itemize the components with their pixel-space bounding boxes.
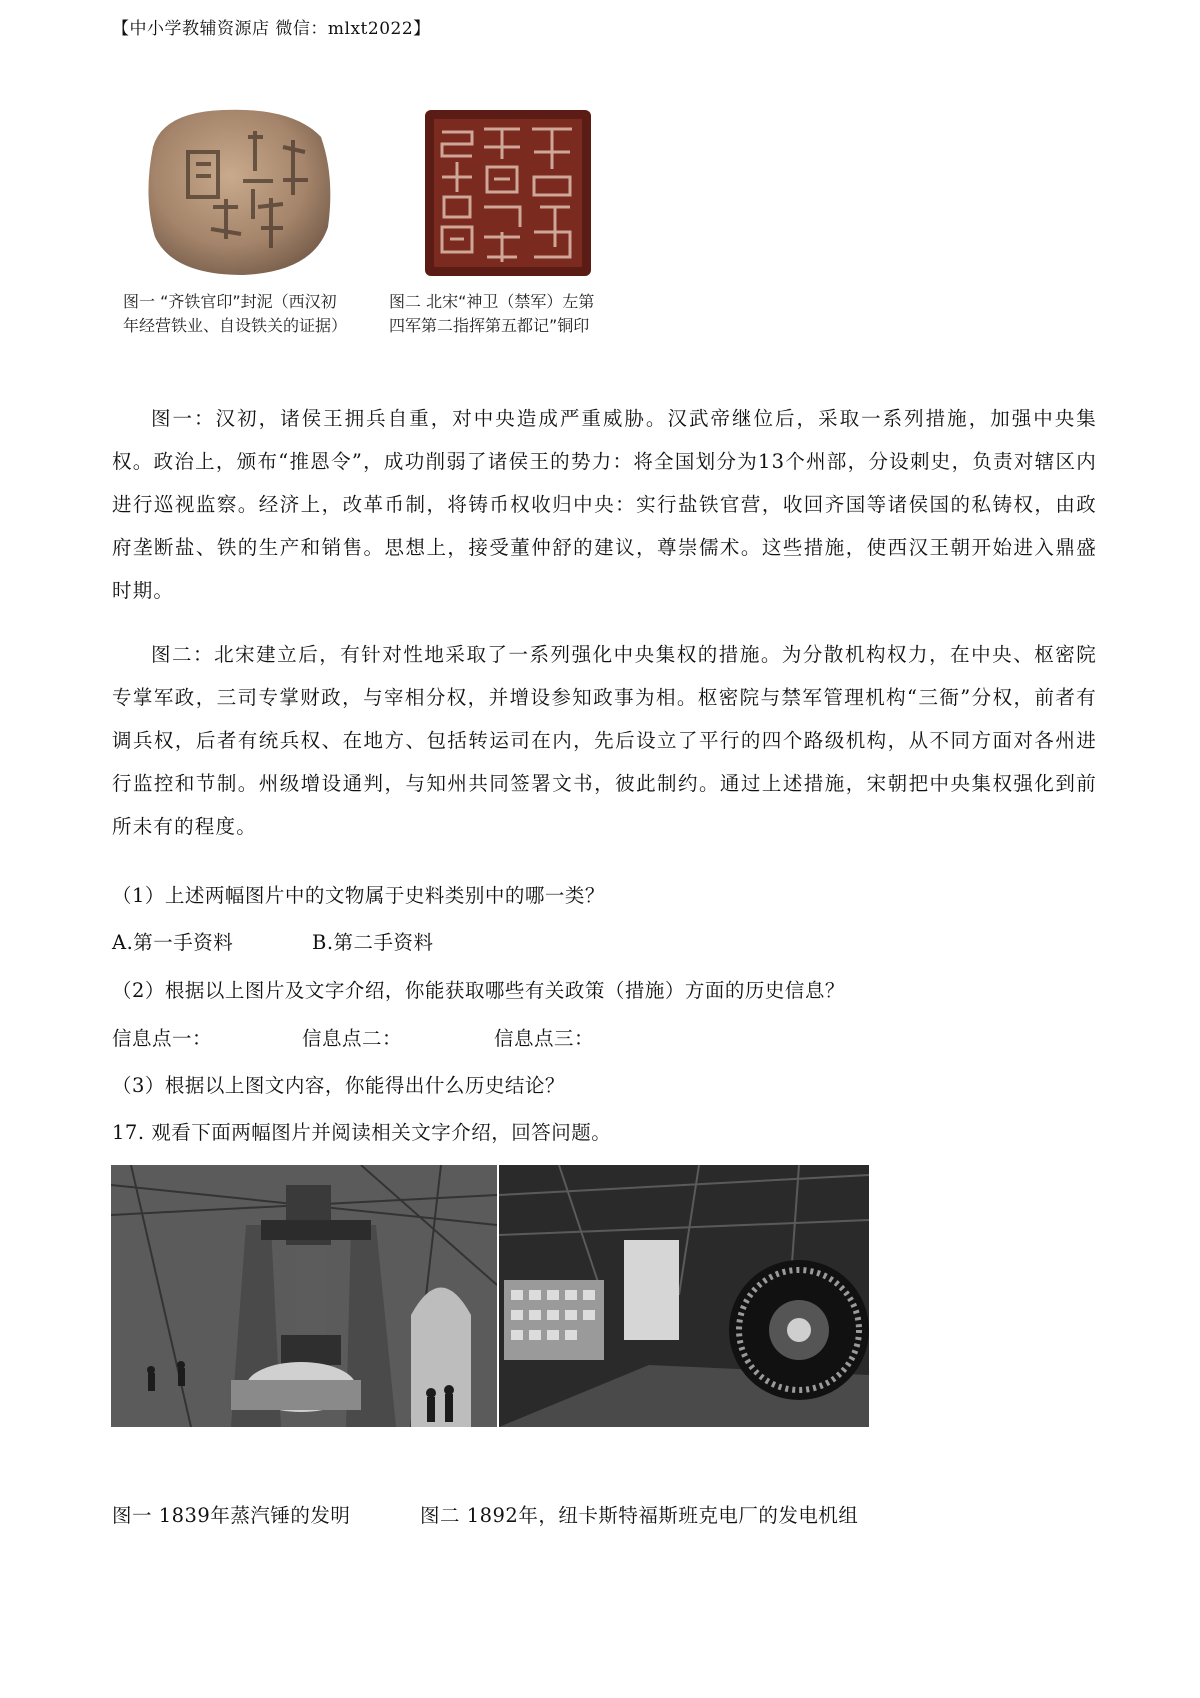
page-header: 【中小学教辅资源店 微信：mlxt2022】: [112, 19, 431, 39]
figure-1-caption-line-1: 图一 “齐铁官印”封泥（西汉初: [123, 292, 337, 311]
steam-hammer-caption: 图一 1839年蒸汽锤的发明: [112, 1504, 351, 1527]
figure-2-caption-line-1: 图二 北宋“神卫（禁军）左第: [389, 292, 595, 311]
generator-caption: 图二 1892年，纽卡斯特福斯班克电厂的发电机组: [420, 1504, 859, 1527]
generator-station-image: [499, 1165, 869, 1427]
info-point-1: 信息点一：: [112, 1027, 213, 1050]
steam-hammer-image: [111, 1165, 497, 1427]
figure-2-caption-line-2: 四军第二指挥第五都记”铜印: [389, 316, 590, 335]
info-points: [112, 1023, 1012, 1053]
option-b: B.第二手资料: [312, 931, 434, 954]
option-a: A.第一手资料: [112, 931, 234, 954]
paragraph-song: 图二：北宋建立后，有针对性地采取了一系列强化中央集权的措施。为分散机构权力，在中央、枢密院专掌军政，三司专掌财政，与宰相分权，并增设参知政事为相。枢密院与禁军管理机构“三衙”分权，前者有调兵权，后者有统兵权、在地方、包括转运司在内，先后设立了平行的四个路级机构，从不同方面对各州进行监控和节制。州级增设通判，与知州共同签署文书，彼此制约。通过上述措施，宋朝把中央集权强化到前所未有的程度。: [112, 643, 1097, 838]
question-1: （1）上述两幅图片中的文物属于史料类别中的哪一类？: [112, 884, 605, 907]
figure-1-caption-line-2: 年经营铁业、自设铁关的证据）: [123, 316, 348, 335]
info-point-3: 信息点三：: [494, 1027, 595, 1050]
clay-seal-image: [143, 107, 333, 277]
question-1-options: [112, 927, 1012, 957]
bottom-captions: [112, 1500, 1112, 1530]
question-3: （3）根据以上图文内容，你能得出什么历史结论？: [112, 1074, 565, 1097]
paragraph-han: 图一：汉初，诸侯王拥兵自重，对中央造成严重威胁。汉武帝继位后，采取一系列措施，加强中央集权。政治上，颁布“推恩令”，成功削弱了诸侯王的势力：将全国划分为13个州部，分设刺史，负责对辖区内进行巡视监察。经济上，改革币制，将铸币权收归中央：实行盐铁官营，收回齐国等诸侯国的私铸权，由政府垄断盐、铁的生产和销售。思想上，接受董仲舒的建议，尊崇儒术。这些措施，使西汉王朝开始进入鼎盛时期。: [112, 407, 1097, 602]
question-17: 17. 观看下面两幅图片并阅读相关文字介绍，回答问题。: [112, 1121, 612, 1144]
bronze-seal-image: [422, 107, 594, 279]
info-point-2: 信息点二：: [302, 1027, 403, 1050]
question-2: （2）根据以上图片及文字介绍，你能获取哪些有关政策（措施）方面的历史信息？: [112, 979, 845, 1002]
